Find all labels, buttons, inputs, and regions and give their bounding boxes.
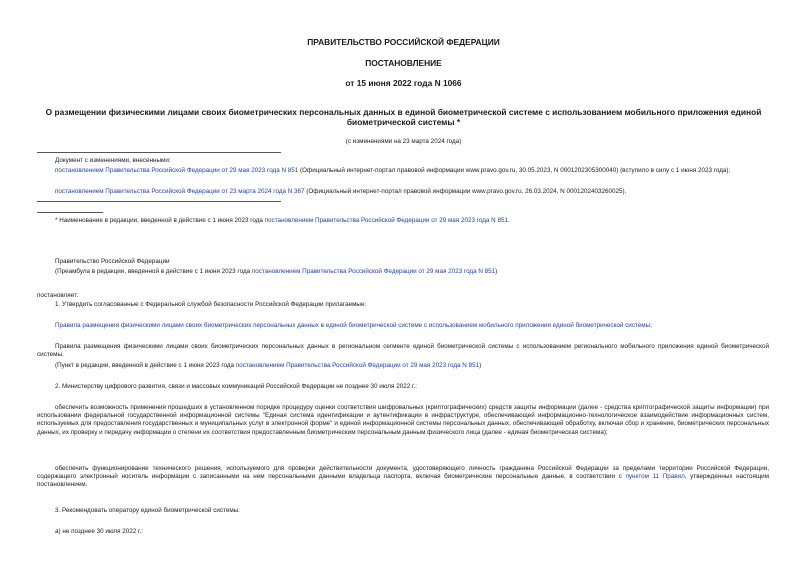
paragraph-2-b <box>37 465 769 490</box>
change-item-2 <box>55 188 769 196</box>
government-heading: ПРАВИТЕЛЬСТВО РОССИЙСКОЙ ФЕДЕРАЦИИ <box>307 37 500 47</box>
divider <box>37 152 281 153</box>
doc-type-heading: ПОСТАНОВЛЕНИЕ <box>365 58 442 68</box>
regional-rules-item: Правила размещения физическими лицами своих биометрических персональных данных в региональном сегменте единой биометрической системы с использованием регионального мобильного приложения единой биометрической системы. <box>37 343 769 359</box>
paragraph-2-a: обеспечить возможность применения прошедших в установленном порядке процедуру оценки соответствия шифровальных (криптографических) средств защиты информации (далее - средства криптографической защиты информации) при использовании федеральной государственной информационной системы "Единая система идентификации и аутентификации в инфраструктуре, обеспечивающей информационно-технологическое взаимодействие информационных систем, используемых для предоставления государственных и муниципальных услуг в электронной форме" и единой информационной системы персональных данных, обеспечивающей обработку, включая сбор и хранение, биометрических персональных данных, их проверку и передачу информации о степени их соответствия предоставленным биометрическим персональным данным физического лица (далее - единая биометрическая система); <box>37 404 769 436</box>
footnote <box>55 217 769 225</box>
item-note-end: ) <box>479 362 482 369</box>
preamble-note <box>55 268 769 276</box>
rules-item-end: ; <box>650 322 652 329</box>
paragraph-1: 1. Утвердить согласованные с Федеральной службой безопасности Российской Федерации прилагаемые: <box>55 301 367 308</box>
footnote-end: . <box>507 217 510 224</box>
date-number-heading: от 15 июня 2022 года N 1066 <box>345 78 462 88</box>
footnote-text: * Наименование в редакции, введенной в действие с 1 июня 2023 года <box>55 217 265 224</box>
item-note <box>55 362 769 370</box>
divider <box>37 201 281 202</box>
government-line: Правительство Российской Федерации <box>55 258 170 265</box>
footnote-divider <box>37 212 103 213</box>
decides-line: постановляет: <box>37 292 79 299</box>
change-link-1[interactable]: постановлением Правительства Российской Федерации от 29 мая 2023 года N 851 <box>55 167 299 174</box>
change-text-2: (Официальный интернет-портал правовой информации www.pravo.gov.ru, 26.03.2024, N 0001202403260025). <box>304 188 627 195</box>
item-note-text: (Пункт в редакции, введенной в действие с 1 июня 2023 года <box>55 362 236 369</box>
paragraph-2-b-text: обеспечить функционирование технического решения, используемого для проверки действительности документа, удостоверяющего личность гражданина Российской Федерации за пределами территории Российской Федерации, содержащего электронный носитель информации с записанными на нем персональными данными владельца паспорта, включая биометрические персональные данные, в соответствии с <box>37 465 769 481</box>
document-title: О размещении физическими лицами своих биометрических персональных данных в единой биометрической системе с использованием мобильного приложения единой биометрической системы * <box>45 107 762 127</box>
preamble-note-text: (Преамбула в редакции, введенной в действие с 1 июня 2023 года <box>55 268 252 275</box>
rules-item <box>55 322 769 330</box>
item-note-link[interactable]: постановлением Правительства Российской Федерации от 29 мая 2023 года N 851 <box>235 362 480 369</box>
paragraph-3: 3. Рекомендовать оператору единой биометрической системы: <box>55 507 240 514</box>
footnote-link[interactable]: постановлением Правительства Российской Федерации от 29 мая 2023 года N 851 <box>264 217 508 224</box>
change-item-1 <box>37 167 769 175</box>
preamble-note-end: ) <box>495 268 498 275</box>
paragraph-3-a: а) не позднее 30 июля 2022 г.: <box>55 528 144 535</box>
change-text-1: (Официальный интернет-портал правовой информации www.pravo.gov.ru, 30.05.2023, N 0001202305300040) (вступило в силу с 1 июня 2023 года); <box>298 167 731 174</box>
point-11-link[interactable]: пунктом 11 Правил <box>625 473 685 481</box>
paragraph-2: 2. Министерству цифрового развития, связи и массовых коммуникаций Российской Федерации не позднее 30 июля 2022 г.: <box>55 383 417 390</box>
paragraph-2-b-end: , утвержденных настоящим постановлением. <box>37 473 769 489</box>
rules-link[interactable]: Правила размещения физическими лицами своих биометрических персональных данных в единой биометрической системе с использованием мобильного приложения единой биометрической системы <box>55 322 651 329</box>
preamble-link[interactable]: постановлением Правительства Российской Федерации от 29 мая 2023 года N 851 <box>251 268 496 275</box>
revision-note: (с изменениями на 23 марта 2024 года) <box>345 138 462 145</box>
changes-intro: Документ с изменениями, внесенными: <box>55 157 171 164</box>
change-link-2[interactable]: постановлением Правительства Российской Федерации от 23 марта 2024 года N 367 <box>55 188 305 195</box>
